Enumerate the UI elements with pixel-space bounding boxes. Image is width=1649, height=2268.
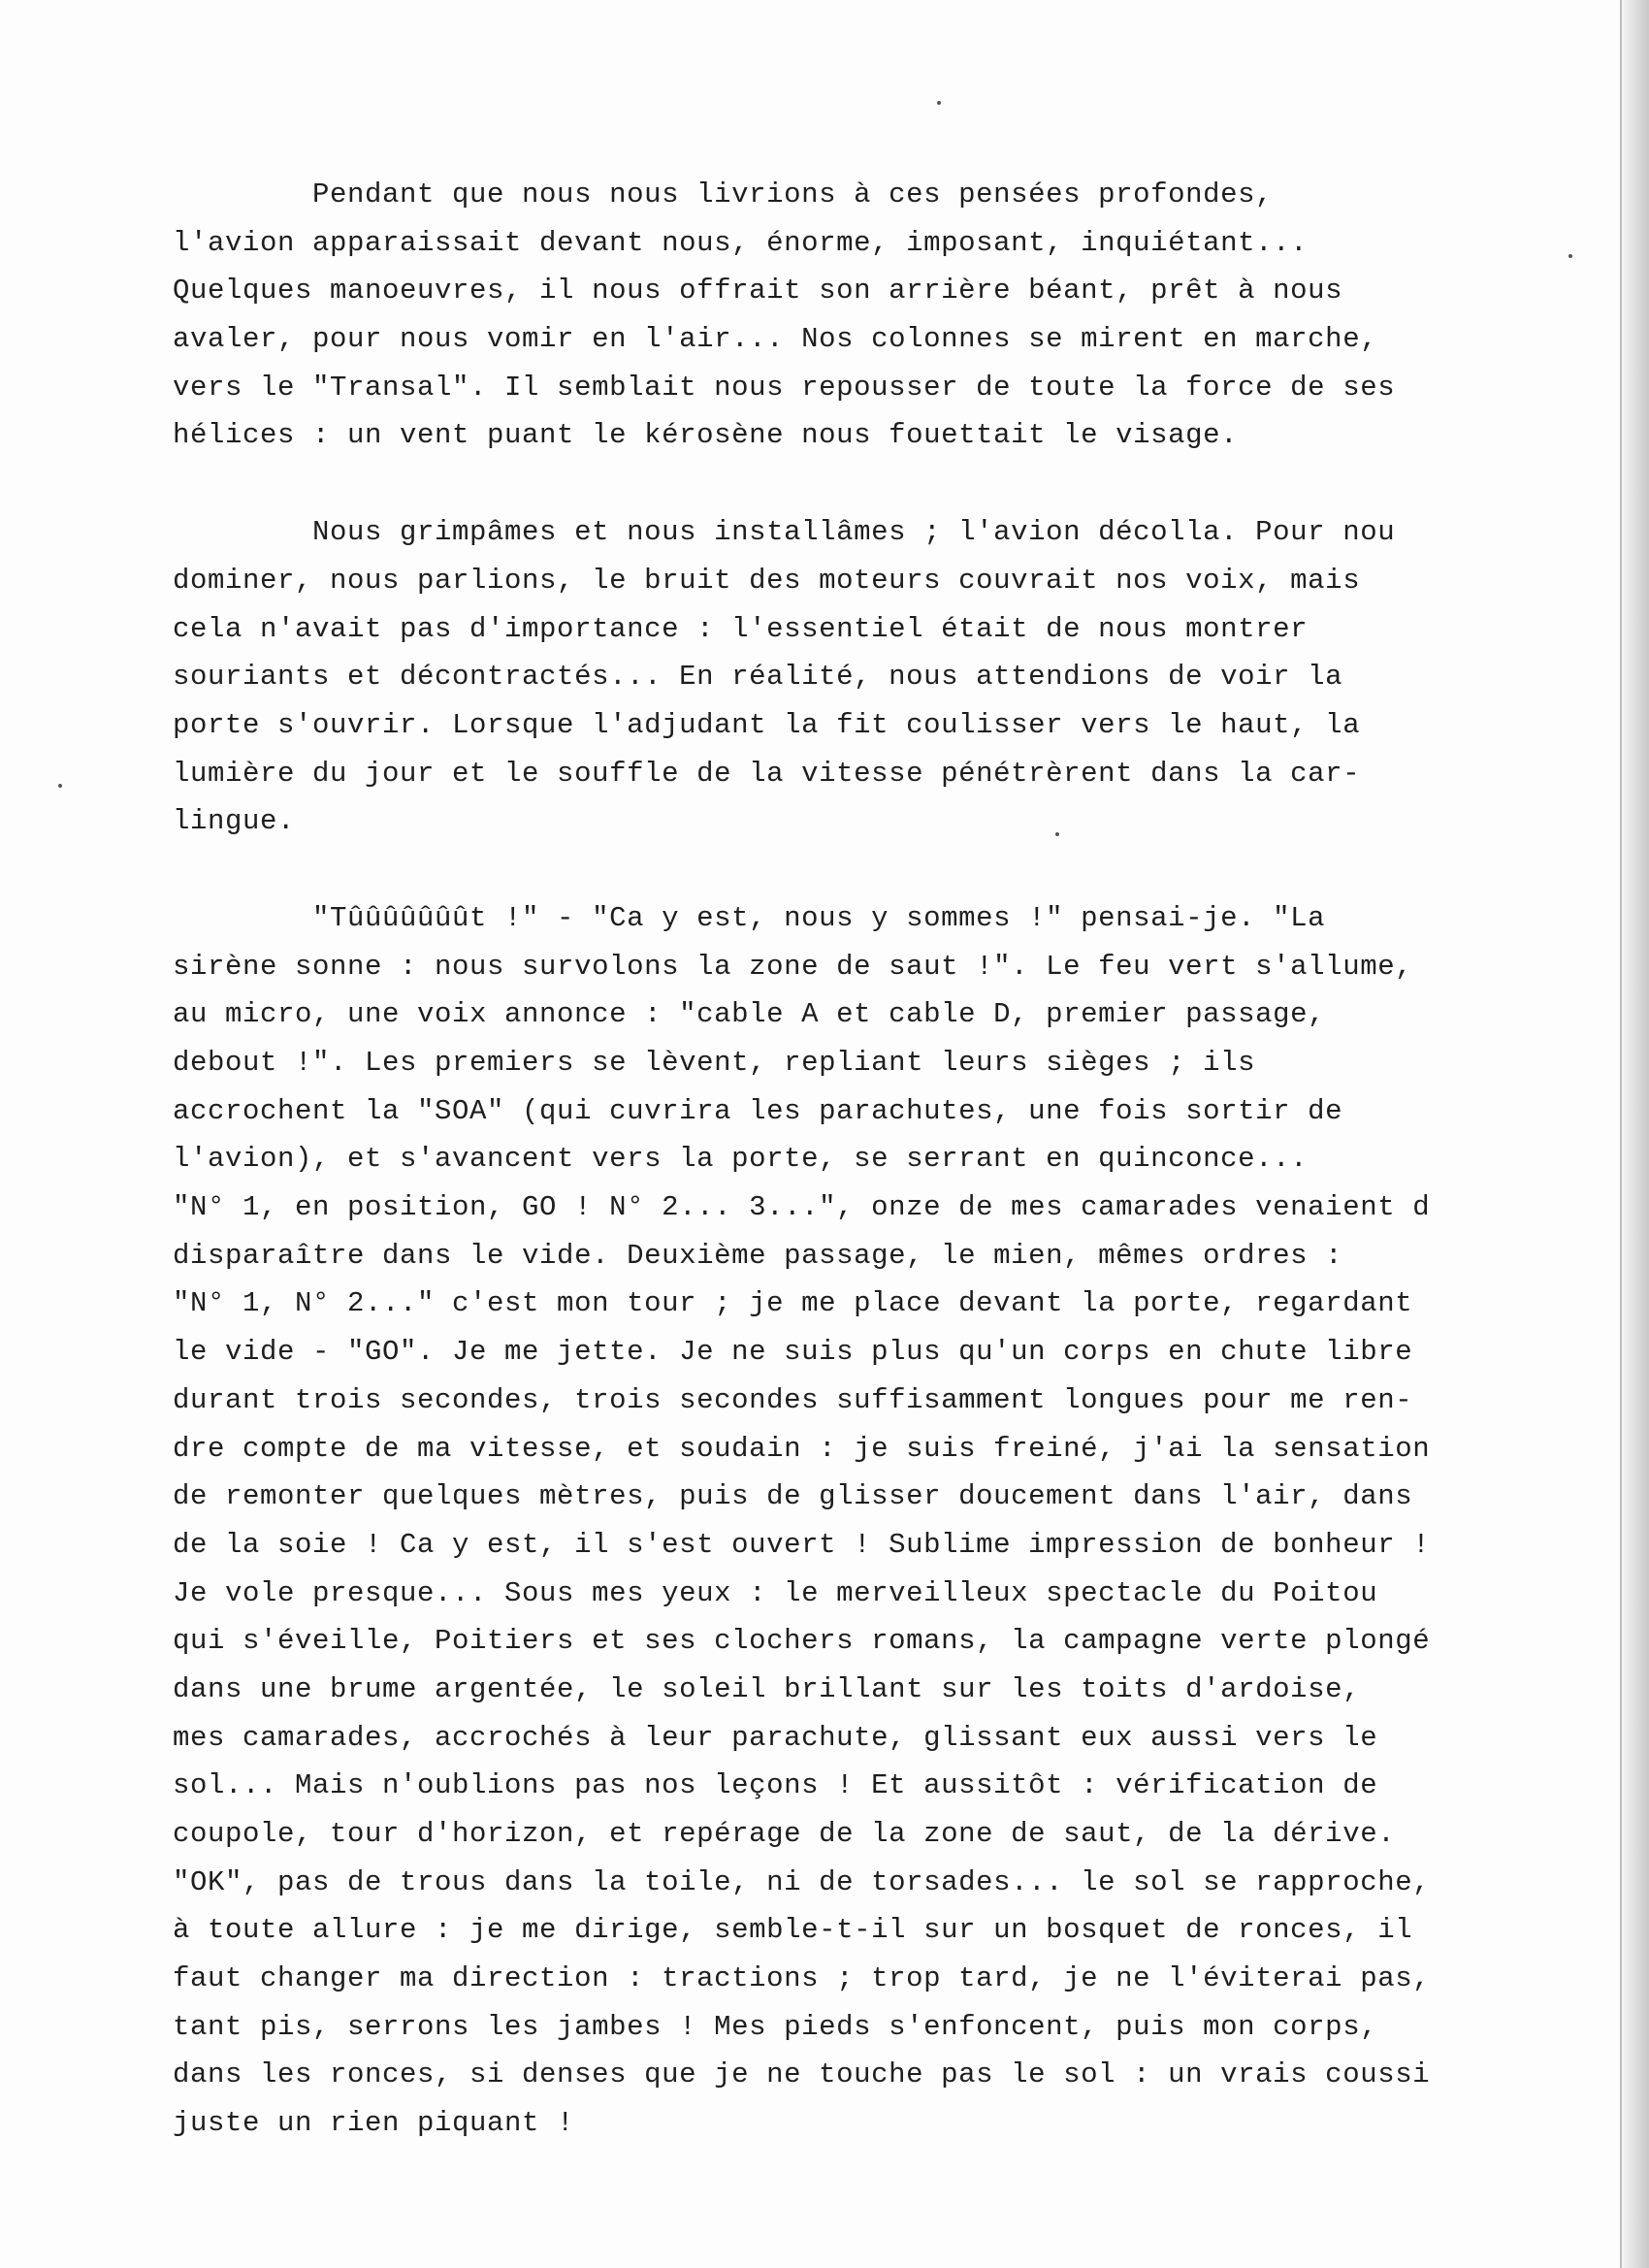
text-line: coupole, tour d'horizon, et repérage de la zone de saut, de la dérive. — [173, 1818, 1396, 1850]
text-line: faut changer ma direction : tractions ; trop tard, je ne l'éviterai pas, — [173, 1962, 1431, 1995]
typed-text-body — [173, 171, 1618, 2148]
text-line: à toute allure : je me dirige, semble-t-il sur un bosquet de ronces, il — [173, 1914, 1413, 1947]
text-line: debout !". Les premiers se lèvent, repliant leurs sièges ; ils — [173, 1047, 1256, 1079]
text-line: avaler, pour nous vomir en l'air... Nos colonnes se mirent en marche, — [173, 323, 1378, 356]
text-line: Je vole presque... Sous mes yeux : le merveilleux spectacle du Poitou — [173, 1576, 1378, 1609]
text-line: sol... Mais n'oublions pas nos leçons ! Et aussitôt : vérification de — [173, 1769, 1378, 1802]
text-line: "OK", pas de trous dans la toile, ni de torsades... le sol se rapproche, — [173, 1865, 1431, 1898]
text-line: hélices : un vent puant le kérosène nous fouettait le visage. — [173, 419, 1239, 452]
text-line: juste un rien piquant ! — [173, 2107, 575, 2140]
text-line: Nous grimpâmes et nous installâmes ; l'avion décolla. Pour nou — [173, 516, 1396, 549]
text-line: disparaître dans le vide. Deuxième passage, le mien, mêmes ordres : — [173, 1239, 1343, 1272]
text-line: Quelques manoeuvres, il nous offrait son arrière béant, prêt à nous — [173, 275, 1343, 308]
text-line: dominer, nous parlions, le bruit des moteurs couvrait nos voix, mais — [173, 564, 1361, 597]
text-line: "Tûûûûûûût !" - "Ca y est, nous y sommes !" pensai-je. "La — [173, 901, 1326, 934]
text-line: de la soie ! Ca y est, il s'est ouvert ! Sublime impression de bonheur ! — [173, 1528, 1431, 1561]
text-line: au micro, une voix annonce : "cable A et cable D, premier passage, — [173, 998, 1326, 1031]
text-line: qui s'éveille, Poitiers et ses clochers romans, la campagne verte plongé — [173, 1625, 1431, 1658]
text-line: porte s'ouvrir. Lorsque l'adjudant la fit coulisser vers le haut, la — [173, 708, 1361, 741]
text-line: souriants et décontractés... En réalité, nous attendions de voir la — [173, 661, 1343, 694]
text-line: vers le "Transal". Il semblait nous repousser de toute la force de ses — [173, 371, 1396, 404]
text-line: durant trois secondes, trois secondes suffisamment longues pour me ren- — [173, 1383, 1413, 1416]
text-line: dans les ronces, si denses que je ne touche pas le sol : un vrais coussi — [173, 2058, 1431, 2091]
ink-speck — [937, 101, 941, 105]
text-line: dans une brume argentée, le soleil brillant sur les toits d'ardoise, — [173, 1672, 1361, 1705]
page-edge-shadow — [1620, 0, 1649, 2268]
text-line: Pendant que nous nous livrions à ces pensées profondes, — [173, 178, 1274, 211]
text-line: cela n'avait pas d'importance : l'essentiel était de nous montrer — [173, 612, 1309, 645]
text-line: tant pis, serrons les jambes ! Mes pieds s'enfoncent, puis mon corps, — [173, 2010, 1378, 2043]
text-line: sirène sonne : nous survolons la zone de saut !". Le feu vert s'allume, — [173, 950, 1413, 983]
text-line: mes camarades, accrochés à leur parachute, glissant eux aussi vers le — [173, 1721, 1378, 1754]
text-line: accrochent la "SOA" (qui cuvrira les parachutes, une fois sortir de — [173, 1094, 1343, 1127]
paragraph-2 — [173, 508, 1618, 846]
paragraph-3 — [173, 894, 1618, 2148]
text-line: le vide - "GO". Je me jette. Je ne suis plus qu'un corps en chute libre — [173, 1336, 1413, 1369]
text-line: lumière du jour et le souffle de la vitesse pénétrèrent dans la car- — [173, 757, 1361, 790]
text-line: "N° 1, en position, GO ! N° 2... 3...", onze de mes camarades venaient d — [173, 1191, 1431, 1224]
ink-speck — [58, 784, 62, 788]
text-line: "N° 1, N° 2..." c'est mon tour ; je me place devant la porte, regardant — [173, 1287, 1413, 1320]
paragraph-1 — [173, 171, 1618, 460]
paragraph-spacer — [173, 460, 1618, 508]
paragraph-spacer — [173, 846, 1618, 894]
text-line: l'avion), et s'avancent vers la porte, se serrant en quinconce... — [173, 1143, 1309, 1176]
text-line: de remonter quelques mètres, puis de glisser doucement dans l'air, dans — [173, 1480, 1413, 1513]
text-line: l'avion apparaissait devant nous, énorme, imposant, inquiétant... — [173, 226, 1309, 259]
text-line: lingue. — [173, 805, 296, 838]
text-line: dre compte de ma vitesse, et soudain : je suis freiné, j'ai la sensation — [173, 1432, 1431, 1465]
